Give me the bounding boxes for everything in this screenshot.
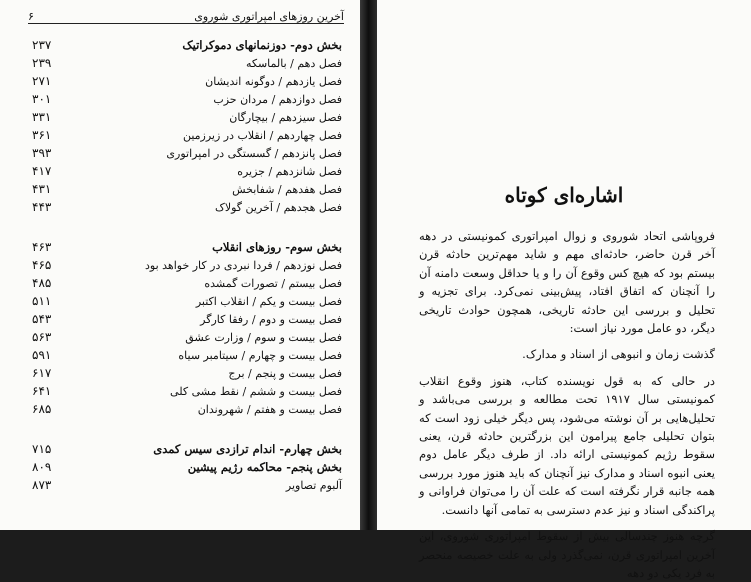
toc-entry-label: آلبوم تصاویر [285,478,342,492]
toc-part-row [32,458,342,476]
toc-chapter-row [32,346,342,364]
toc-page-number: ۳۶۱ [32,128,52,142]
toc-entry-label: فصل بیست و چهارم / سیتامبر سیاه [178,348,342,362]
toc-page-number: ۴۱۷ [32,164,52,178]
toc-chapter-row [32,198,342,216]
toc-part-row [32,36,342,54]
toc-entry-label: فصل دوازدهم / مردان حزب [213,92,342,106]
toc-chapter-row [32,54,342,72]
toc-part-row [32,440,342,458]
toc-chapter-row [32,364,342,382]
toc-part-row [32,238,342,256]
toc-page-number: ۴۶۳ [32,240,52,254]
running-header [28,6,344,24]
toc-chapter-row [32,310,342,328]
toc-page-number: ۸۷۳ [32,478,52,492]
toc-page-number: ۵۴۳ [32,312,52,326]
toc-chapter-row [32,180,342,198]
toc-entry-label: فصل بیست و هفتم / شهروندان [197,402,342,416]
toc-chapter-row [32,476,342,494]
toc-chapter-row [32,292,342,310]
toc-entry-label: فصل شانزدهم / جزیره [237,164,342,178]
paragraph: فروپاشی اتحاد شوروی و زوال امپراتوری کمونیستی در دهه آخر قرن حاضر، حادثه‌ای مهم و شاید مهم‌ترین حادثه قرن بیستم بود که هیچ کس وقوع آن را و یا حداقل وسعت دامنه آن را آنچنان که اتفاق افتاد، پیش‌بینی نمی‌کرد. برای تجزیه و تحلیل و بررسی این حادثه تاریخی، همچون حوادث تاریخی دیگر، دو عامل مورد نیاز است: [419,229,715,336]
toc-chapter-row [32,382,342,400]
left-page [0,0,360,530]
toc-page-number: ۶۱۷ [32,366,52,380]
toc-chapter-row [32,126,342,144]
page-number: ۶ [28,10,34,23]
toc-page-number: ۵۱۱ [32,294,52,308]
toc-page-number: ۳۳۱ [32,110,52,124]
right-page [377,0,751,580]
toc-chapter-row [32,90,342,108]
running-title: آخرین روزهای امپراتوری شوروی [194,10,344,23]
book-gutter [360,0,377,530]
toc-entry-label: فصل نوزدهم / فردا نبردی در کار خواهد بود [145,258,342,272]
toc-entry-label: فصل بیست و ششم / نقط مشی کلی [170,384,342,398]
toc-entry-label: بخش سوم- روزهای انقلاب [212,240,342,254]
toc-chapter-row [32,108,342,126]
toc-page-number: ۲۳۹ [32,56,52,70]
toc-page-number: ۶۸۵ [32,402,52,416]
toc-page-number: ۲۳۷ [32,38,52,52]
paragraph: گذشت زمان و انبوهی از اسناد و مدارک. [522,347,715,362]
toc-page-number: ۴۸۵ [32,276,52,290]
paragraph: گرچه هنوز چندسالی بیش از سقوط امپراتوری شوروی، این آخرین امپراتوری قرن، نمی‌گذرد ولی به علت خصیصه منحصر به فرد یکی دو دهه [419,529,715,580]
toc-entry-label: فصل بیست و دوم / رفقا کارگر [200,312,342,326]
toc-entry-label: فصل دهم / بالماسکه [245,56,342,70]
toc-page-number: ۳۰۱ [32,92,52,106]
toc-page-number: ۵۶۳ [32,330,52,344]
toc-chapter-row [32,256,342,274]
toc-entry-label: فصل سیزدهم / بیچارگان [229,110,342,124]
toc-chapter-row [32,274,342,292]
table-of-contents [32,36,342,494]
toc-page-number: ۴۳۱ [32,182,52,196]
body-text [419,227,715,582]
toc-chapter-row [32,162,342,180]
toc-entry-label: بخش چهارم- اندام ترازدی سیس کمدی [153,442,342,456]
toc-page-number: ۴۴۳ [32,200,52,214]
toc-entry-label: فصل چهاردهم / انقلاب در زیرزمین [182,128,342,142]
toc-page-number: ۲۷۱ [32,74,52,88]
toc-entry-label: فصل یازدهم / دوگونه اندیشان [205,74,342,88]
toc-entry-label: بخش پنجم- محاکمه رژیم پیشین [187,460,342,474]
toc-entry-label: فصل بیست و سوم / وزارت عشق [185,330,342,344]
toc-chapter-row [32,400,342,418]
toc-chapter-row [32,72,342,90]
toc-page-number: ۳۹۳ [32,146,52,160]
toc-chapter-row [32,144,342,162]
toc-entry-label: بخش دوم- دوزنمانهای دموکراتیک [182,38,342,52]
toc-page-number: ۵۹۱ [32,348,52,362]
paragraph: در حالی که به قول نویسنده کتاب، هنوز وقوع انقلاب کمونیستی سال ۱۹۱۷ تحت مطالعه و بررسی می‌باشد و تحلیل‌هایی بر آن نوشته می‌شود، پس دیگر خیلی زود است که بتوان تحلیلی جامع پیرامون این بزرگترین حادثه قرن، یعنی سقوط رژیم کمونیستی ارائه داد. از طرف دیگر عامل دوم یعنی انبوه اسناد و مدارک نیز آنچنان که باید هنوز مورد بررسی همه جانبه قرار نگرفته است که علت آن را می‌توان فراوانی و پراکندگی اسناد و نیز عدم دسترسی به تمامی آنها دانست. [419,373,716,517]
section-heading: اشاره‌ای کوتاه [504,183,624,207]
toc-page-number: ۶۴۱ [32,384,52,398]
toc-entry-label: فصل بیست و یکم / انقلاب اکتبر [195,294,342,308]
toc-entry-label: فصل هجدهم / آخرین گولاک [214,200,342,214]
toc-entry-label: فصل هفدهم / شفابخش [232,182,342,196]
toc-entry-label: فصل بیست و پنجم / برج [228,366,342,380]
toc-page-number: ۴۶۵ [32,258,52,272]
toc-page-number: ۸۰۹ [32,460,52,474]
toc-chapter-row [32,328,342,346]
toc-page-number: ۷۱۵ [32,442,52,456]
toc-entry-label: فصل بیستم / تصورات گمشده [204,276,342,290]
toc-entry-label: فصل پانزدهم / گسستگی در امپراتوری [166,146,342,160]
